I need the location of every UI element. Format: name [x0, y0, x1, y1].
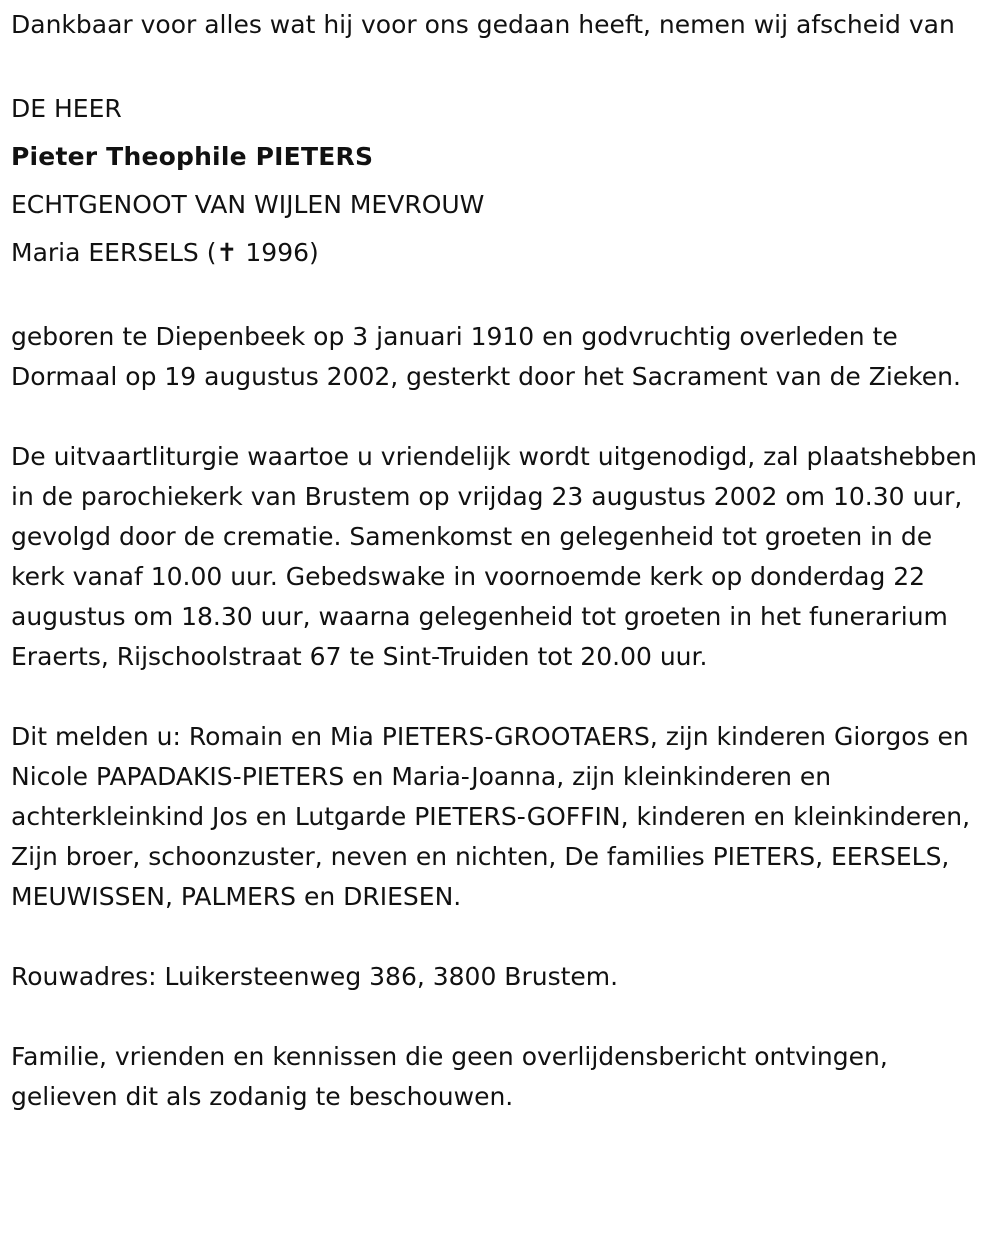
spacer — [11, 677, 986, 717]
spouse-line: ECHTGENOOT VAN WIJLEN MEVROUW — [11, 190, 485, 219]
mourning-address: Rouwadres: Luikersteenweg 386, 3800 Brustem. — [11, 962, 619, 991]
spouse-name: Maria EERSELS (✝ 1996) — [11, 238, 319, 267]
birth-death-paragraph: geboren te Diepenbeek op 3 januari 1910 en godvruchtig overleden te Dormaal op 19 augustus 2002, gesterkt door het Sacrament van de Zieken. — [11, 322, 961, 391]
closing-paragraph: Familie, vrienden en kennissen die geen overlijdensbericht ontvingen, gelieven dit als zodanig te beschouwen. — [11, 1042, 888, 1111]
honorific-title: DE HEER — [11, 94, 122, 123]
funeral-paragraph: De uitvaartliturgie waartoe u vriendelijk wordt uitgenodigd, zal plaatshebben in de parochiekerk van Brustem op vrijdag 23 augustus 2002 om 10.30 uur, gevolgd door de crematie. Samenkomst en gelegenheid tot groeten in de kerk vanaf 10.00 uur. Gebedswake in voornoemde kerk op donderdag 22 augustus om 18.30 uur, waarna gelegenheid tot groeten in het funerarium Eraerts, Rijschoolstraat 67 te Sint-Truiden tot 20.00 uur. — [11, 442, 977, 671]
intro-text: Dankbaar voor alles wat hij voor ons gedaan heeft, nemen wij afscheid van — [11, 10, 955, 39]
spacer — [11, 397, 986, 437]
spacer — [11, 45, 986, 85]
spacer — [11, 917, 986, 957]
announcement-paragraph: Dit melden u: Romain en Mia PIETERS-GROOTAERS, zijn kinderen Giorgos en Nicole PAPADAKIS-PIETERS en Maria-Joanna, zijn kleinkinderen en achterkleinkind Jos en Lutgarde PIETERS-GOFFIN, kinderen en kleinkinderen, Zijn broer, schoonzuster, neven en nichten, De families PIETERS, EERSELS, MEUWISSEN, PALMERS en DRIESEN. — [11, 722, 971, 911]
obituary-document — [11, 5, 986, 1117]
deceased-name: Pieter Theophile PIETERS — [11, 142, 374, 171]
spacer — [11, 997, 986, 1037]
spacer — [11, 277, 986, 317]
